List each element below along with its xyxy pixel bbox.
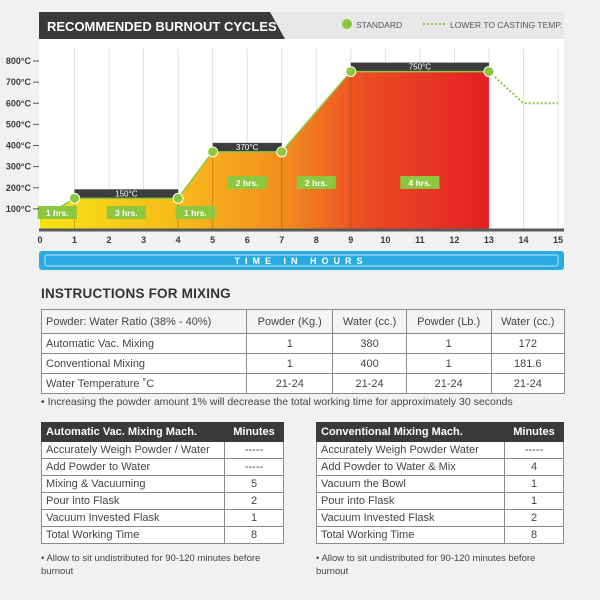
table-row — [42, 476, 284, 493]
table-cell: 21-24 — [406, 374, 491, 394]
legend-standard-marker — [342, 19, 352, 29]
duration-label: 4 hrs. — [408, 178, 432, 188]
step-minutes: 1 — [505, 493, 564, 510]
ratio-header-cell: Powder (Lb.) — [406, 310, 491, 334]
x-tick-label: 11 — [415, 235, 425, 245]
powder-note: • Increasing the powder amount 1% will decrease the total working time for approximately 30 seconds — [41, 396, 513, 408]
data-point — [173, 193, 183, 203]
hold-temperature-label: 150°C — [115, 189, 138, 199]
conv-footnote: • Allow to sit undistributed for 90-120 minutes before burnout — [316, 553, 536, 577]
x-tick-label: 12 — [449, 235, 460, 245]
table-cell: 1 — [247, 334, 333, 354]
conv-minutes-header: Minutes — [505, 423, 564, 442]
table-cell: 21-24 — [333, 374, 406, 394]
legend-lower-label: LOWER TO CASTING TEMP. — [450, 20, 563, 30]
x-axis-label: TIME IN HOURS — [234, 256, 368, 266]
step-minutes: 1 — [505, 476, 564, 493]
table-cell: Conventional Mixing — [42, 354, 247, 374]
step-minutes: ----- — [505, 442, 564, 459]
x-tick-label: 9 — [348, 235, 354, 245]
burnout-chart — [0, 0, 600, 285]
ratio-header-cell: Powder (Kg.) — [247, 310, 333, 334]
table-cell: 380 — [333, 334, 406, 354]
step-minutes: ----- — [225, 442, 284, 459]
step-label: Accurately Weigh Powder Water — [317, 442, 505, 459]
x-tick-label: 10 — [380, 235, 391, 245]
table-cell: Water Temperature ˚C — [42, 374, 247, 394]
step-label: Total Working Time — [317, 527, 505, 544]
x-tick-label: 3 — [141, 235, 147, 245]
ratio-header-cell: Water (cc.) — [491, 310, 564, 334]
table-row — [317, 510, 564, 527]
y-tick-label: 300°C — [5, 161, 31, 172]
auto-header: Automatic Vac. Mixing Mach. — [42, 423, 225, 442]
data-point — [70, 193, 80, 203]
step-label: Pour into Flask — [42, 493, 225, 510]
table-row — [42, 374, 565, 394]
step-label: Accurately Weigh Powder / Water — [42, 442, 225, 459]
table-cell: 400 — [333, 354, 406, 374]
table-row — [317, 493, 564, 510]
step-minutes: 8 — [505, 527, 564, 544]
table-cell: 21-24 — [491, 374, 564, 394]
ratio-header-cell: Powder: Water Ratio (38% - 40%) — [42, 310, 247, 334]
x-tick-label: 4 — [175, 235, 181, 245]
step-minutes: 4 — [505, 459, 564, 476]
x-tick-label: 14 — [518, 235, 529, 245]
table-row — [42, 459, 284, 476]
hold-temperature-label: 370°C — [236, 142, 259, 152]
mixing-title: INSTRUCTIONS FOR MIXING — [41, 286, 231, 301]
x-tick-label: 2 — [106, 235, 112, 245]
step-minutes: 2 — [505, 510, 564, 527]
x-tick-label: 1 — [72, 235, 78, 245]
y-tick-label: 400°C — [5, 140, 31, 151]
step-label: Mixing & Vacuuming — [42, 476, 225, 493]
x-tick-label: 6 — [244, 235, 250, 245]
conv-header-row — [317, 423, 564, 442]
table-row — [317, 459, 564, 476]
duration-label: 3 hrs. — [114, 208, 138, 218]
table-row — [317, 527, 564, 544]
hold-temperature-label: 750°C — [408, 62, 432, 72]
duration-label: 1 hrs. — [184, 208, 207, 218]
y-tick-label: 700°C — [5, 77, 31, 88]
step-minutes: 1 — [225, 510, 284, 527]
conventional-mixing-table — [316, 422, 564, 544]
auto-footnote: • Allow to sit undistributed for 90-120 minutes before burnout — [41, 553, 261, 577]
step-label: Total Working Time — [42, 527, 225, 544]
table-row — [317, 442, 564, 459]
y-tick-label: 800°C — [5, 56, 31, 66]
table-cell: 172 — [491, 334, 564, 354]
x-tick-label: 13 — [483, 235, 494, 245]
table-cell: 181.6 — [491, 354, 564, 374]
conv-header: Conventional Mixing Mach. — [317, 423, 505, 442]
step-minutes: ----- — [225, 459, 284, 476]
ratio-header-cell: Water (cc.) — [333, 310, 406, 334]
step-label: Vacuum Invested Flask — [317, 510, 505, 527]
table-cell: 1 — [406, 354, 491, 374]
duration-label: 2 hrs. — [235, 178, 259, 188]
duration-label: 1 hrs. — [45, 208, 69, 218]
step-label: Vacuum the Bowl — [317, 476, 505, 493]
y-tick-label: 500°C — [5, 119, 31, 130]
table-row — [42, 334, 565, 354]
duration-label: 2 hrs. — [304, 178, 328, 188]
x-tick-label: 5 — [210, 235, 216, 245]
auto-minutes-header: Minutes — [225, 423, 284, 442]
table-cell: 1 — [406, 334, 491, 354]
table-row — [42, 354, 565, 374]
step-minutes: 5 — [225, 476, 284, 493]
table-row — [42, 442, 284, 459]
auto-header-row — [42, 423, 284, 442]
table-row — [42, 510, 284, 527]
table-row — [317, 476, 564, 493]
table-row — [42, 527, 284, 544]
y-tick-label: 600°C — [5, 98, 31, 109]
x-tick-label: 0 — [37, 235, 43, 245]
y-tick-label: 200°C — [5, 182, 31, 193]
table-cell: 1 — [247, 354, 333, 374]
step-label: Add Powder to Water & Mix — [317, 459, 505, 476]
table-cell: Automatic Vac. Mixing — [42, 334, 247, 354]
x-tick-label: 8 — [313, 235, 319, 245]
step-label: Add Powder to Water — [42, 459, 225, 476]
step-minutes: 8 — [225, 527, 284, 544]
x-tick-label: 7 — [279, 235, 285, 245]
y-tick-label: 100°C — [5, 203, 31, 214]
data-point — [484, 67, 494, 77]
legend-standard-label: STANDARD — [356, 20, 403, 30]
step-minutes: 2 — [225, 493, 284, 510]
data-point — [208, 147, 218, 157]
ratio-header-row — [42, 310, 565, 334]
data-point — [277, 147, 287, 157]
chart-title: RECOMMENDED BURNOUT CYCLES — [47, 19, 277, 34]
ratio-table — [41, 309, 565, 394]
step-label: Pour into Flask — [317, 493, 505, 510]
table-row — [42, 493, 284, 510]
table-cell: 21-24 — [247, 374, 333, 394]
auto-mixing-table — [41, 422, 284, 544]
step-label: Vacuum Invested Flask — [42, 510, 225, 527]
x-tick-label: 15 — [552, 235, 564, 245]
data-point — [346, 67, 356, 77]
